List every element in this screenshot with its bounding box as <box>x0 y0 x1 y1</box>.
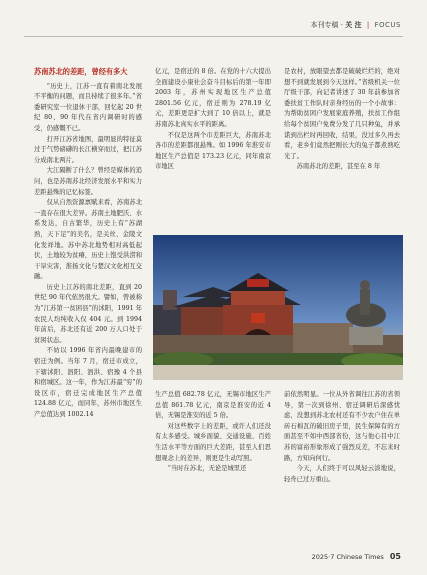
magazine-name: Chinese Times <box>336 553 384 561</box>
paragraph: 苏南苏北的差距，甚至在 8 年 <box>296 163 381 171</box>
divider: | <box>366 21 370 29</box>
paragraph: 对这些数字上的差距，或许人们还没有太多感受。城乡面貌、交通设施、百姓生活水平等方面的巨大差距，甚至人们思想观念上的差异，则更是生动写照。 <box>155 422 271 462</box>
issue-label: 2025·7 <box>311 553 335 561</box>
paragraph: 大江隔断了什么？曾经是媒体的追问，也是苏南苏北经济发展水平和实力差距悬殊的记忆标签。 <box>34 167 142 196</box>
column-3-top <box>284 67 400 173</box>
page-footer <box>312 552 401 561</box>
photo-illustration <box>153 235 403 380</box>
column-1 <box>34 67 142 421</box>
topic-label: 关 注 <box>345 21 362 29</box>
paragraph: 仅从自然资源禀赋来看，苏南苏北一直存在很大差异。苏南土地肥沃、水系发达，自古繁华，历史上有“苏湖熟，天下足”的美名，是关丝、金陵文化发祥地。苏中苏北地势相对高低起伏，土地较为贫瘠，历史上饱受洪涝和干旱灾害，淮扬文化与楚汉文化相互交融。 <box>34 199 142 281</box>
city-gate-photo <box>153 235 403 380</box>
paragraph: 不仅是这两个市差距巨大，苏南苏北各市的差距都很悬殊。如 1996 年淮安市地区生产总值是 173.23 亿元，同年南京市地区 <box>155 131 271 171</box>
section-label: 本刊专稿 <box>310 21 339 29</box>
column-2-top <box>155 67 271 173</box>
page-number: 05 <box>389 552 401 561</box>
paragraph: 历史上江苏的南北差距，直到 20 世纪 90 年代依然很大。譬如，曾被称为“江苏第一贫困县”的沭阳，1991 年农民人均纯收入仅 404 元。到 1994 年前后，苏北还有近 200 万人口处于贫困状态。 <box>34 283 142 344</box>
article-heading: 苏南苏北的差距，曾经有多大 <box>34 67 128 76</box>
paragraph: 生产总值 682.78 亿元，无锡市地区生产总值 861.78 亿元，南京是淮安的近 4 倍，无锡是淮安的近 5 倍。 <box>155 391 271 420</box>
column-2-bottom <box>155 390 271 475</box>
dot-separator: · <box>340 21 343 29</box>
paragraph: “当时在苏北，无论是城里还 <box>167 465 247 473</box>
header-rule <box>24 36 403 37</box>
section-header <box>311 20 401 30</box>
paragraph: 不妨以 1996 年省内最晚建市的宿迁为例。当年 7 月，宿迁市成立，下辖沭阳、泗阳、泗洪、宿豫 4 个县和宿城区。这一年，作为江苏最“穷”的设区市，宿迁完成地区生产总值 124.88 亿元，而同年，苏州市地区生产总值达到 1002.14 <box>34 347 142 418</box>
paragraph: 打开江苏省地图，最明显的特征莫过于气势磅礴的长江横穿而过，把江苏分成南北两片。 <box>34 135 142 164</box>
paragraph: 前依然明显。一位从外省调往江苏的省领导，第一次到徐州、宿迁调研后深感忧虑，没想到苏北农村还有不少农户住在单砖石棉瓦的破旧房子里，民生保障有的方面甚至不如中西部省份，这与他心目中江苏的富裕形象形成了强烈反差，不忘来时路，方知向何行。 <box>284 391 400 462</box>
paragraph: 今天，人们终于可以风轻云淡地说，轻舟已过万重山。 <box>284 465 400 483</box>
focus-label: FOCUS <box>374 21 401 29</box>
paragraph: 亿元，是宿迁的 8 倍。在党的十六大提出全面建设小康社会奋斗目标后的第一年即 2003 年，苏州实现地区生产总值 2801.56 亿元，宿迁则为 278.19 亿元，差距更是扩大到了 10 倍以上，就是苏南苏北真实水平的距离。 <box>155 68 271 128</box>
paragraph: “历史上，江苏一直有着南北发展不平衡的问题，而且持续了很多年。”省委研究室一位退休干部，回忆起 20 世纪 80、90 年代在省内调研时的感受，仍感慨不已。 <box>34 82 142 132</box>
column-3-bottom <box>284 390 400 485</box>
paragraph: 是农村，放眼望去都是破破烂烂的，绝对想不到就发展到今天这样。”省级机关一位厅级干部，向记者讲述了 30 年前参加省委扶贫工作队时亲身经历的一个小故事：为帮助贫困户发展家庭养殖，扶贫工作组给每个贫困户免费分发了几只种兔，并承诺到出栏时再回收，结果，没过多久再去看，老乡们竟然把刚长大的兔子都煮熟吃光了。 <box>284 68 400 160</box>
